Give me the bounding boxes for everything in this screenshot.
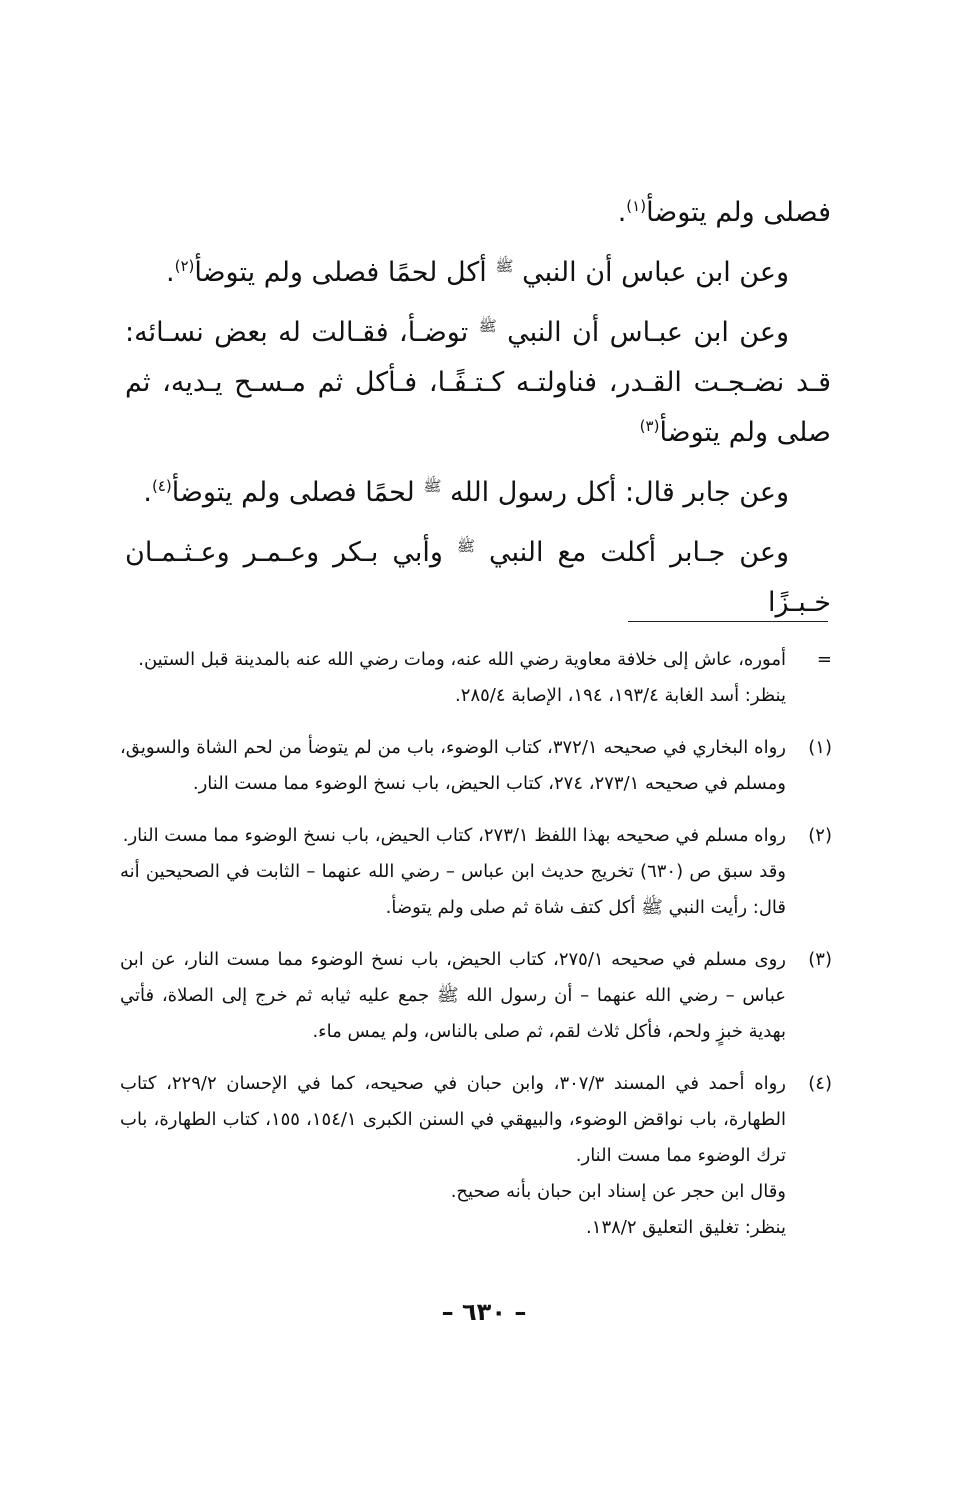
footnote-ref-2: (٢)	[174, 257, 195, 275]
footnote-text-2: وقد سبق ص (٦٣٠) تخريج حديث ابن عباس – رضي الله عنهما – الثابت في الصحيحين أنه قال: رأيت النبي ﷺ أكل كتف شاة ثم صلى ولم يتوضأ.	[120, 861, 786, 918]
paragraph-5-text-b: وأبي بـكر وعـمـر وعـثـمـان خـبـزًا	[125, 537, 831, 618]
paragraph-4	[125, 468, 831, 518]
footnote-4	[120, 1066, 832, 1246]
footnote-text-3: ينظر: تغليق التعليق ١٣٨/٢.	[586, 1217, 786, 1238]
paragraph-4-text-b: لحمًا فصلى ولم يتوضأ	[171, 477, 415, 508]
honorific-mark: ﷺ	[495, 257, 514, 275]
paragraph-3-text-a: وعن ابن عبـاس أن النبي	[507, 317, 789, 348]
paragraph-1	[125, 188, 831, 238]
footnote-text: روى مسلم في صحيحه ٢٧٥/١، كتاب الحيض، باب نسخ الوضوء مما مست النار، عن ابن عباس – رضي الله عنهما – أن رسول الله ﷺ جمع عليه ثيابه ثم خرج إلى الصلاة، فأتي بهدية خبزٍ ولحم، فأكل ثلاث لقم، ثم صلى بالناس، ولم يمس ماء.	[120, 949, 786, 1042]
paragraph-2	[125, 248, 831, 298]
paragraph-2-end: .	[166, 257, 175, 288]
paragraph-3	[125, 308, 831, 458]
footnote-number: (٤)	[808, 1073, 832, 1094]
paragraph-4-end: .	[143, 477, 152, 508]
footnote-ref-3: (٣)	[639, 417, 660, 435]
paragraph-2-text-b: أكل لحمًا فصلى ولم يتوضأ	[194, 257, 487, 288]
main-text	[125, 188, 831, 638]
footnote-1	[120, 730, 832, 802]
footnote-continuation	[120, 642, 832, 714]
footnote-3	[120, 942, 832, 1050]
paragraph-1-text: فصلى ولم يتوضأ	[646, 197, 831, 228]
paragraph-5-text-a: وعن جـابر أكلت مع النبي	[488, 537, 789, 568]
footnote-text: رواه البخاري في صحيحه ٣٧٢/١، كتاب الوضوء، باب من لم يتوضأ من لحم الشاة والسويق، ومسلم في صحيحه ٢٧٣/١، ٢٧٤، كتاب الحيض، باب نسخ الوضوء مما مست النار.	[120, 737, 787, 794]
footnote-ref-1: (١)	[626, 197, 647, 215]
footnote-ref-4: (٤)	[151, 477, 172, 495]
footnote-number: (١)	[808, 737, 832, 758]
paragraph-2-text-a: وعن ابن عباس أن النبي	[522, 257, 789, 288]
paragraph-5	[125, 528, 831, 628]
footnote-2	[120, 818, 832, 926]
honorific-mark: ﷺ	[478, 317, 497, 335]
paragraph-1-end: .	[617, 197, 627, 228]
continuation-marker: =	[816, 649, 832, 670]
paragraph-4-text-a: وعن جابر قال: أكل رسول الله	[450, 477, 789, 508]
honorific-mark: ﷺ	[456, 537, 475, 555]
footnote-text: رواه مسلم في صحيحه بهذا اللفظ ٢٧٣/١، كتاب الحيض، باب نسخ الوضوء مما مست النار.	[122, 825, 786, 846]
paragraph-3-text-b: توضـأ، فقـالت له بعض نسـائه: قـد نضـجـت القـدر، فناولتـه كـتـفًـا، فـأكل ثم مـسـح يـديه، ثم صلى ولم يتوضأ	[125, 317, 831, 448]
footnote-separator	[628, 621, 828, 622]
footnote-number: (٢)	[808, 825, 832, 846]
footnote-text-2: وقال ابن حجر عن إسناد ابن حبان بأنه صحيح.	[450, 1181, 786, 1202]
page-number: – ٦٣٠ –	[441, 1298, 527, 1326]
honorific-mark: ﷺ	[423, 477, 442, 495]
footnote-text: رواه أحمد في المسند ٣٠٧/٣، وابن حبان في صحيحه، كما في الإحسان ٢٢٩/٢، كتاب الطهارة، باب نواقض الوضوء، والبيهقي في السنن الكبرى ١٥٤/١، ١٥٥، كتاب الطهارة، باب ترك الوضوء مما مست النار.	[120, 1073, 787, 1166]
footnote-number: (٣)	[808, 949, 832, 970]
footnote-continuation-line-1: أموره، عاش إلى خلافة معاوية رضي الله عنه، ومات رضي الله عنه بالمدينة قبل الستين.	[138, 649, 786, 670]
footnotes	[120, 642, 832, 1262]
footnote-continuation-line-2: ينظر: أسد الغابة ١٩٣/٤، ١٩٤، الإصابة ٢٨٥/٤.	[455, 685, 786, 706]
